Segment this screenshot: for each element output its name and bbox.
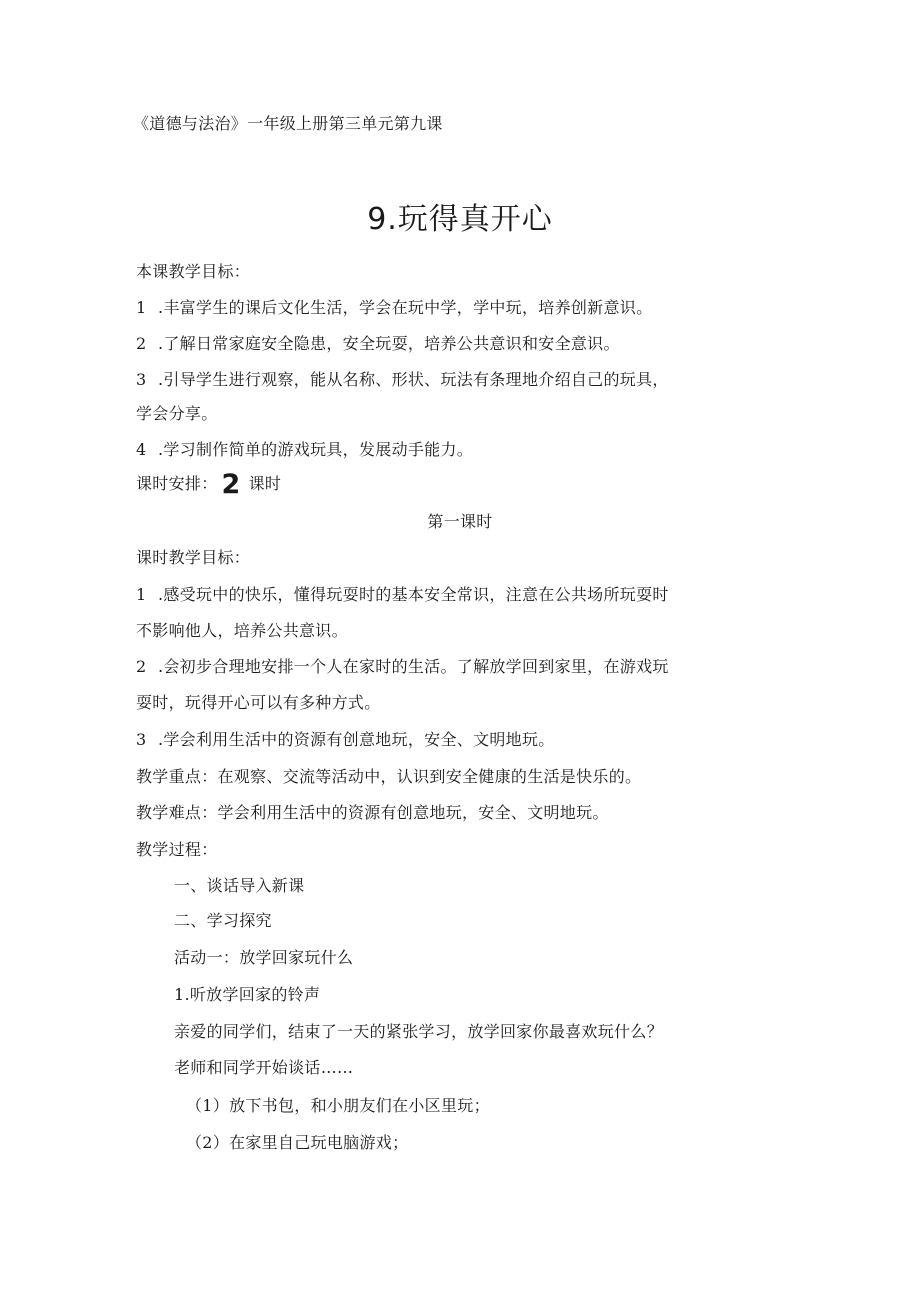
activity-heading: 活动一：放学回家玩什么: [174, 948, 354, 967]
goal-item: [136, 334, 620, 354]
teacher-question: 亲爱的同学们，结束了一天的紧张学习，放学回家你最喜欢玩什么？: [174, 1022, 664, 1041]
goal-item: [136, 298, 652, 318]
goal-item: [136, 370, 669, 390]
answer-item: （1）放下书包，和小朋友们在小区里玩；: [186, 1096, 490, 1115]
goal-number: 1: [136, 298, 147, 317]
lesson-goal-item: [136, 657, 669, 677]
lesson-goal-item: [136, 730, 555, 750]
goals-heading: 本课教学目标：: [136, 262, 251, 281]
schedule-count: 2: [221, 469, 241, 500]
course-header: 《道德与法治》一年级上册第三单元第九课: [133, 114, 443, 133]
schedule: [136, 469, 282, 500]
process-heading: 教学过程：: [136, 840, 218, 859]
talk-intro: 老师和同学开始谈话……: [174, 1058, 354, 1077]
lesson-goal-item: [136, 585, 669, 605]
lesson-heading: 第一课时: [427, 512, 493, 531]
goal-item: [136, 440, 473, 460]
lesson-goal-continuation: 不影响他人，培养公共意识。: [136, 621, 348, 640]
schedule-label: 课时安排：: [136, 474, 218, 493]
goal-text: .了解日常家庭安全隐患，安全玩耍，培养公共意识和安全意识。: [158, 334, 620, 353]
goal-text: .引导学生进行观察，能从名称、形状、玩法有条理地介绍自己的玩具，: [158, 370, 669, 389]
goal-number: 4: [136, 440, 147, 459]
answer-item: （2）在家里自己玩电脑游戏；: [186, 1133, 409, 1152]
goal-number: 2: [136, 334, 147, 353]
process-step: 一、谈话导入新课: [174, 876, 305, 895]
process-step: 二、学习探究: [174, 911, 272, 930]
goal-text: .丰富学生的课后文化生活，学会在玩中学，学中玩，培养创新意识。: [158, 298, 653, 317]
schedule-unit: 课时: [248, 474, 282, 493]
lesson-goal-text: .学会利用生活中的资源有创意地玩，安全、文明地玩。: [158, 730, 555, 749]
lesson-goal-continuation: 耍时，玩得开心可以有多种方式。: [136, 693, 381, 712]
activity-item: 1.听放学回家的铃声: [174, 985, 321, 1004]
lesson-goal-number: 1: [136, 585, 147, 604]
lesson-goal-number: 3: [136, 730, 147, 749]
lesson-goal-text: .会初步合理地安排一个人在家时的生活。了解放学回到家里，在游戏玩: [158, 657, 669, 676]
difficulty: 教学难点：学会利用生活中的资源有创意地玩，安全、文明地玩。: [136, 803, 609, 822]
goal-number: 3: [136, 370, 147, 389]
lesson-goals-heading: 课时教学目标：: [136, 548, 251, 567]
lesson-title: 9.玩得真开心: [367, 202, 553, 237]
goal-text: .学习制作简单的游戏玩具，发展动手能力。: [158, 440, 474, 459]
lesson-goal-text: .感受玩中的快乐，懂得玩耍时的基本安全常识，注意在公共场所玩耍时: [158, 585, 669, 604]
key-point: 教学重点：在观察、交流等活动中，认识到安全健康的生活是快乐的。: [136, 767, 642, 786]
lesson-goal-number: 2: [136, 657, 147, 676]
goal-continuation: 学会分享。: [136, 404, 218, 423]
